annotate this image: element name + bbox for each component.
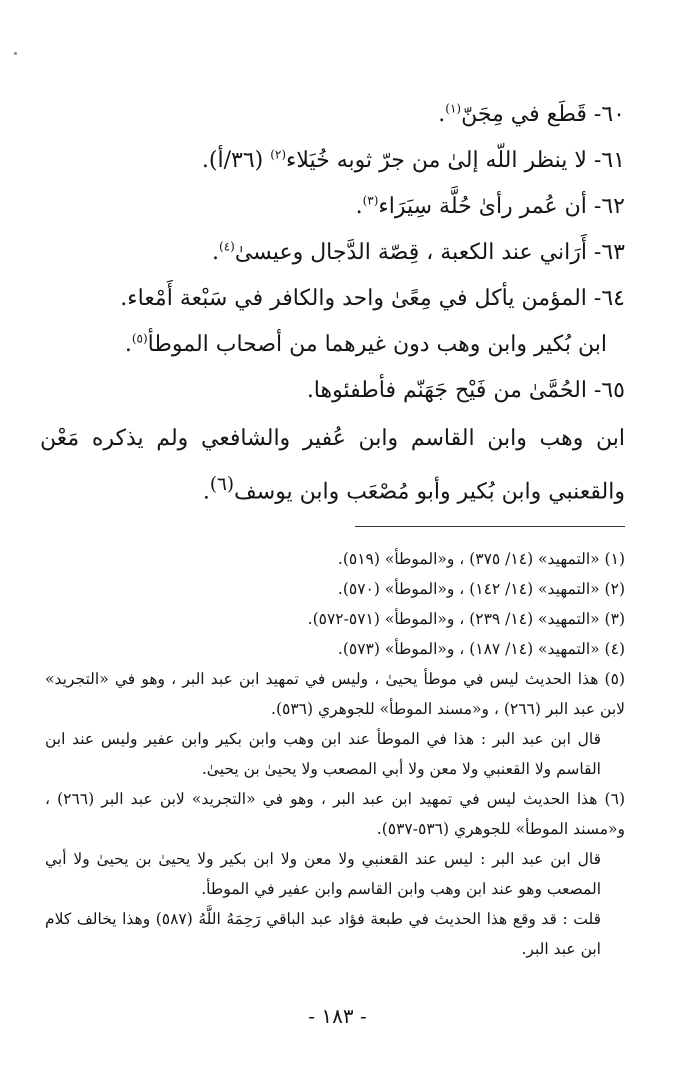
note-ref: (٤) bbox=[219, 239, 235, 254]
note-ref: (٥) bbox=[131, 331, 148, 346]
footnote-6-remark: قلت : قد وقع هذا الحديث في طبعة فؤاد عبد الباقي رَحِمَهُ اللَّهُ (٥٨٧) وهذا يخالف كلام ابن عبد البر. bbox=[45, 910, 601, 958]
footnote-2: (٢) «التمهيد» (١٤/ ١٤٢) ، و«الموطأ» (٥٧٠). bbox=[337, 580, 625, 598]
entry-text: ٦٢- أن عُمر رأىٰ حُلَّة سِيَرَاء bbox=[378, 194, 625, 219]
entry-61 bbox=[40, 138, 625, 184]
note-ref: (٦) bbox=[209, 474, 234, 495]
main-text bbox=[40, 92, 625, 515]
footnote-separator bbox=[355, 526, 625, 527]
entry-62 bbox=[40, 184, 625, 230]
entry-text: ٦٤- المؤمن يأكل في مِعًىٰ واحد والكافر في سَبْعة أَمْعاء. bbox=[120, 286, 625, 311]
footnote-6: (٦) هذا الحديث ليس في تمهيد ابن عبد البر ، وهو في «التجريد» لابن عبد البر (٢٦٦) ، و«مسند الموطأ» للجوهري (٥٣٦-٥٣٧). bbox=[45, 790, 625, 838]
entry-tail: . bbox=[438, 102, 446, 127]
footnote-6-comment: قال ابن عبد البر : ليس عند القعنبي ولا معن ولا ابن بكير ولا يحيىٰ بن يحيىٰ ولا أبي المصعب وهو عند ابن وهب وابن القاسم وابن عفير في الموطأ. bbox=[45, 850, 601, 898]
note-ref: (٣) bbox=[362, 193, 379, 208]
page-speck bbox=[14, 52, 17, 55]
entry-tail: (٣٦/أ). bbox=[201, 148, 271, 173]
entry-text: ابن بُكير وابن وهب دون غيرهما من أصحاب الموطأ bbox=[147, 332, 607, 357]
footnote-3: (٣) «التمهيد» (١٤/ ٢٣٩) ، و«الموطأ» (٥٧١-٥٧٢). bbox=[307, 610, 625, 628]
paragraph-text: ابن وهب وابن القاسم وابن عُفير والشافعي ولم يذكره مَعْن والقعنبي وابن بُكير وأبو مُصْعَب وابن يوسف bbox=[40, 426, 625, 505]
entry-64-narrators bbox=[40, 322, 625, 368]
note-ref: (٢) bbox=[270, 147, 287, 162]
note-ref: (١) bbox=[445, 101, 462, 116]
entry-65-narrators bbox=[40, 416, 625, 515]
footnote-5: (٥) هذا الحديث ليس في موطأ يحيىٰ ، وليس في تمهيد ابن عبد البر ، وهو في «التجريد» لابن عبد البر (٢٦٦) ، و«مسند الموطأ» للجوهري (٥٣٦). bbox=[45, 670, 625, 718]
entry-65 bbox=[40, 368, 625, 414]
entry-text: ٦١- لا ينظر اللّه إلىٰ من جرّ ثوبه خُيَلاء bbox=[286, 148, 625, 173]
footnote-5-comment: قال ابن عبد البر : هذا في الموطأ عند ابن وهب وابن بكير وابن عفير وليس عند ابن القاسم ولا القعنبي ولا معن ولا أبي المصعب ولا يحيىٰ بن يحيىٰ. bbox=[45, 730, 601, 778]
page-number: - ١٨٣ - bbox=[308, 1004, 367, 1028]
entry-text: ٦٣- أَرَاني عند الكعبة ، قِصّة الدَّجال وعيسىٰ bbox=[234, 240, 625, 265]
entry-tail: . bbox=[355, 194, 363, 219]
entry-text: ٦٠- قَطَع في مِجَنّ bbox=[461, 102, 625, 127]
footnotes bbox=[45, 544, 625, 964]
entry-tail: . bbox=[212, 240, 220, 265]
entry-60 bbox=[40, 92, 625, 138]
entry-text: ٦٥- الحُمَّىٰ من فَيْح جَهَنّم فأطفئوها. bbox=[306, 378, 625, 403]
entry-tail: . bbox=[124, 332, 132, 357]
footnote-1: (١) «التمهيد» (١٤/ ٣٧٥) ، و«الموطأ» (٥١٩). bbox=[337, 550, 625, 568]
entry-63 bbox=[40, 230, 625, 276]
footnote-4: (٤) «التمهيد» (١٤/ ١٨٧) ، و«الموطأ» (٥٧٣). bbox=[337, 640, 625, 658]
paragraph-tail: . bbox=[202, 479, 210, 505]
entry-64 bbox=[40, 276, 625, 322]
